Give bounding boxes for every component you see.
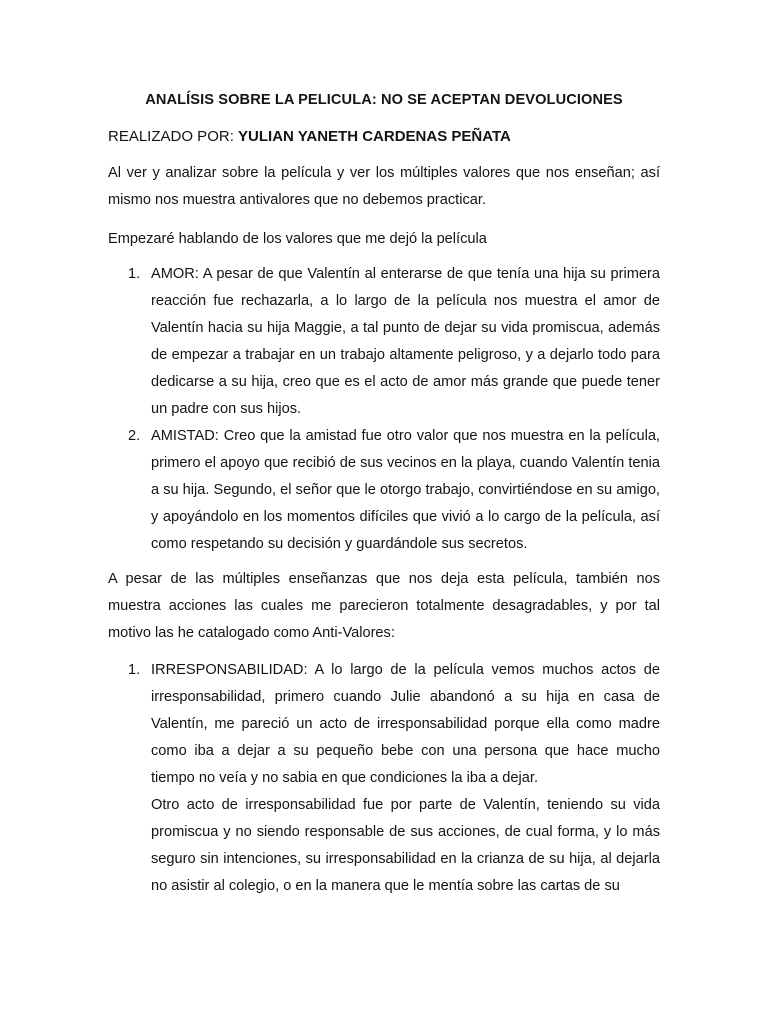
list-item-continuation: Otro acto de irresponsabilidad fue por parte de Valentín, teniendo su vida promiscua y no siendo responsable de sus acciones, de cual forma, y lo más seguro sin intenciones, su irresponsabilidad en la crianza de su hija, al dejarla no asistir al colegio, o en la manera que le mentía sobre las cartas de su bbox=[151, 797, 660, 894]
author-label: REALIZADO POR: bbox=[108, 128, 234, 145]
list-item bbox=[108, 261, 660, 423]
list-item bbox=[108, 657, 660, 900]
values-intro-paragraph: Empezaré hablando de los valores que me dejó la película bbox=[108, 231, 487, 247]
list-item-text: AMISTAD: Creo que la amistad fue otro valor que nos muestra en la película, primero el apoyo que recibió de sus vecinos en la playa, cuando Valentín tenia a su hija. Segundo, el señor que le otorgo trabajo, convirtiéndose en su amigo, y apoyándolo en los momentos difíciles que vivió a lo cargo de la película, así como respetando su decisión y guardándole sus secretos. bbox=[151, 428, 660, 552]
list-item-number: 1. bbox=[128, 266, 141, 282]
document-title: ANALÍSIS SOBRE LA PELICULA: NO SE ACEPTAN DEVOLUCIONES bbox=[145, 92, 623, 108]
list-item-text: AMOR: A pesar de que Valentín al enterarse de que tenía una hija su primera reacción fue rechazarla, a lo largo de la película nos muestra el amor de Valentín hacia su hija Maggie, a tal punto de dejar su vida promiscua, además de empezar a trabajar en un trabajo altamente peligroso, y a dejarlo todo para dedicarse a su hija, creo que es el acto de amor más grande que puede tener un padre con sus hijos. bbox=[151, 266, 660, 417]
list-item-text: IRRESPONSABILIDAD: A lo largo de la película vemos muchos actos de irresponsabilidad, primero cuando Julie abandonó a su hija en casa de Valentín, me pareció un acto de irresponsabilidad porque ella como madre como iba a dejar a su pequeño bebe con una persona que hace mucho tiempo no veía y no sabia en que condiciones la iba a dejar. bbox=[151, 662, 660, 786]
list-item-number: 2. bbox=[128, 428, 141, 444]
intro-paragraph: Al ver y analizar sobre la película y ver los múltiples valores que nos enseñan; así mismo nos muestra antivalores que no debemos practicar. bbox=[108, 165, 660, 208]
author-line bbox=[108, 127, 511, 147]
list-item-number: 1. bbox=[128, 662, 141, 678]
anti-values-list bbox=[108, 657, 660, 900]
author-name: YULIAN YANETH CARDENAS PEÑATA bbox=[238, 128, 511, 145]
list-item bbox=[108, 423, 660, 558]
values-list bbox=[108, 261, 660, 558]
anti-values-intro-paragraph: A pesar de las múltiples enseñanzas que nos deja esta película, también nos muestra acciones las cuales me parecieron totalmente desagradables, y por tal motivo las he catalogado como Anti-Valores: bbox=[108, 571, 660, 641]
